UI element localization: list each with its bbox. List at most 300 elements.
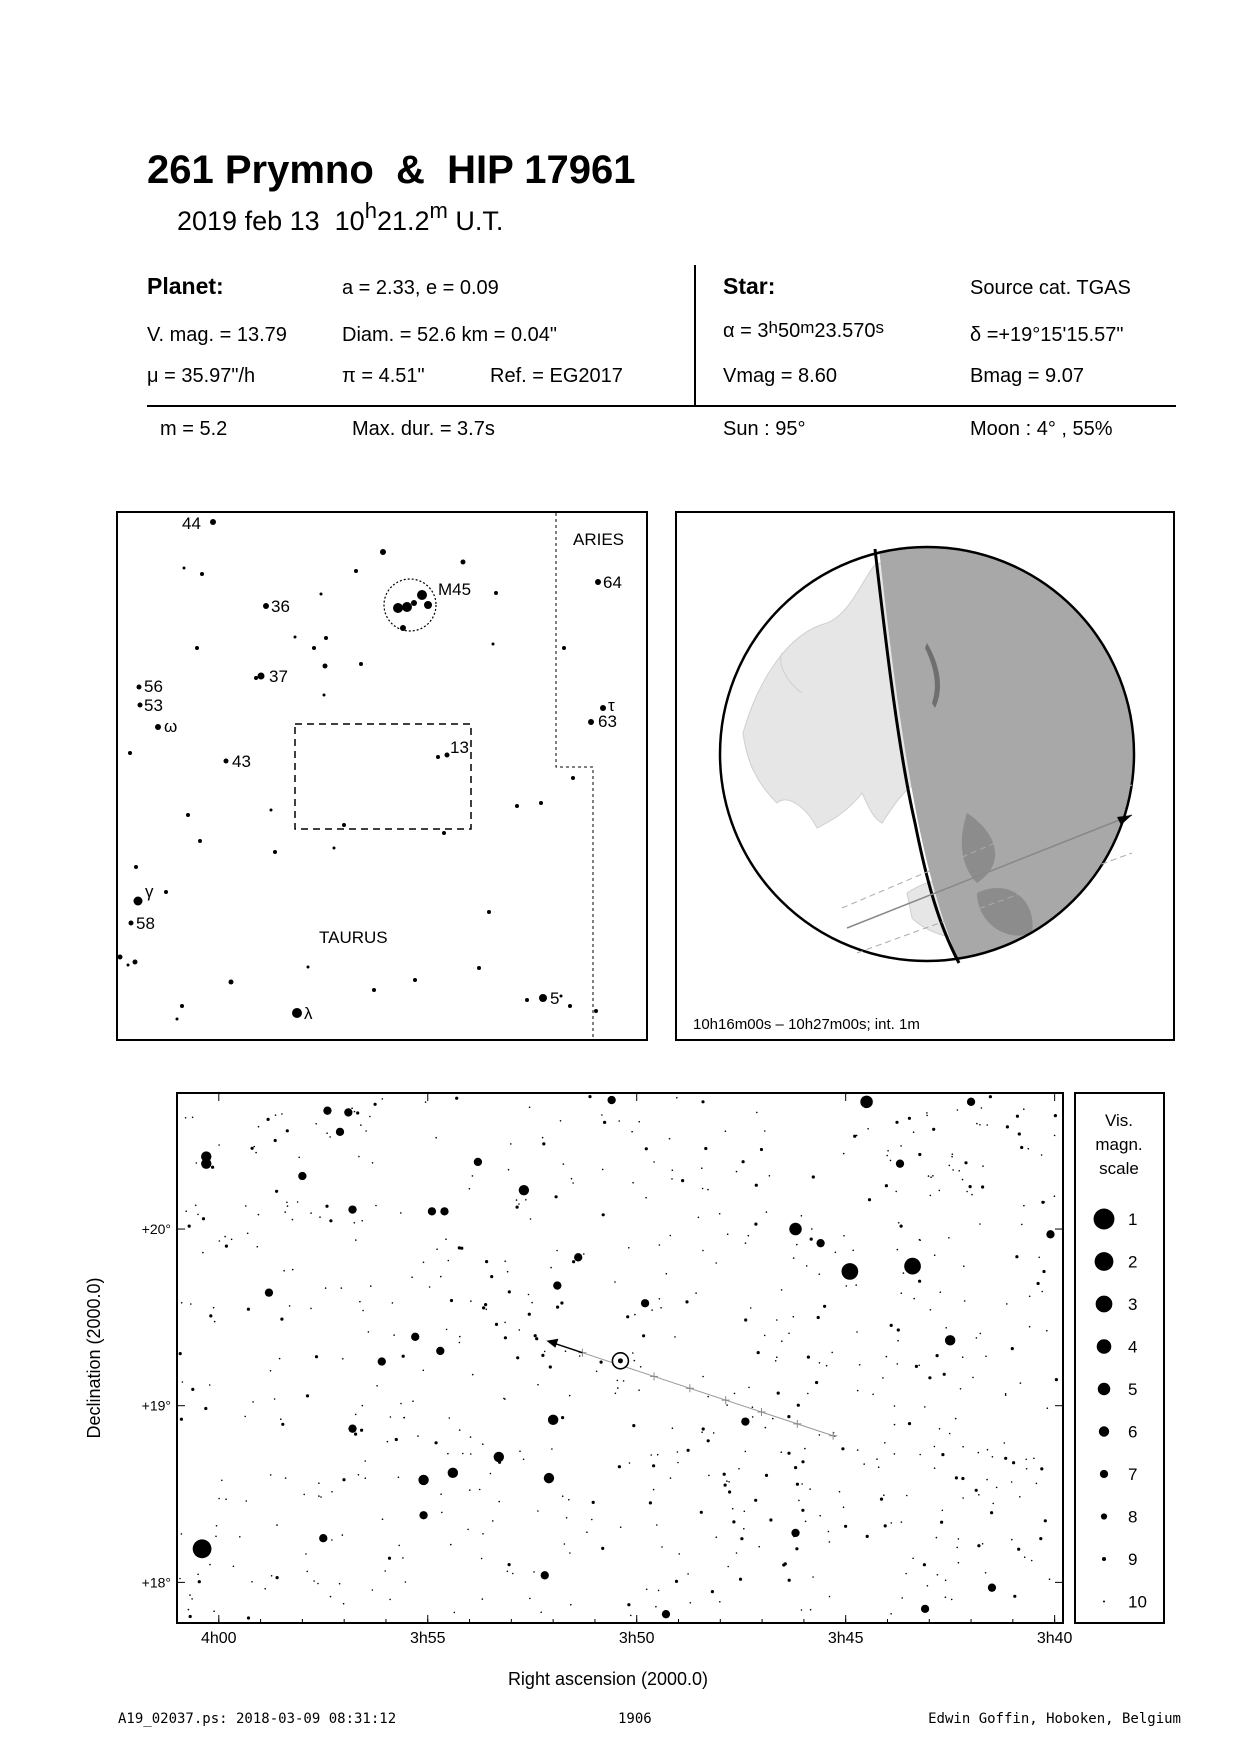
faint-star (267, 1118, 270, 1121)
ra-s-unit: s (875, 318, 885, 337)
faint-star (542, 1137, 544, 1139)
faint-star (365, 1477, 367, 1479)
sun-elongation: Sun : 95° (723, 418, 806, 440)
legend-label: 3 (1128, 1295, 1138, 1314)
faint-star (441, 1512, 443, 1514)
faint-star (885, 1184, 888, 1187)
chart-star (336, 1128, 344, 1136)
faint-star (704, 1147, 707, 1150)
faint-star (969, 1185, 972, 1188)
faint-star (646, 1589, 648, 1591)
faint-star (486, 1309, 488, 1311)
faint-star (192, 1117, 194, 1119)
faint-star (963, 1265, 965, 1267)
finder-star (323, 694, 326, 697)
faint-star (787, 1452, 790, 1455)
faint-star (372, 1162, 374, 1164)
faint-star (982, 1165, 984, 1167)
finder-star (324, 636, 328, 640)
faint-star (901, 1597, 903, 1599)
faint-star (807, 1393, 809, 1395)
faint-star (629, 1462, 631, 1464)
faint-star (398, 1545, 400, 1547)
faint-star (743, 1528, 745, 1530)
faint-star (631, 1131, 633, 1133)
faint-star (530, 1218, 532, 1220)
legend-title: magn. (1095, 1135, 1143, 1154)
finder-star (525, 998, 529, 1002)
faint-star (939, 1428, 941, 1430)
chart-star (323, 1107, 331, 1115)
faint-star (732, 1508, 734, 1510)
faint-star (666, 1273, 668, 1275)
faint-star (962, 1446, 964, 1448)
faint-star (810, 1609, 812, 1611)
faint-star (482, 1306, 485, 1309)
chart-star (548, 1415, 558, 1425)
faint-star (981, 1107, 983, 1109)
faint-star (634, 1314, 636, 1316)
finder-star (442, 831, 446, 835)
faint-star (1029, 1326, 1031, 1328)
faint-star (793, 1257, 795, 1259)
faint-star (936, 1537, 938, 1539)
faint-star (817, 1316, 820, 1319)
faint-star (940, 1291, 942, 1293)
faint-star (579, 1355, 581, 1357)
faint-star (351, 1107, 353, 1109)
faint-star (615, 1393, 617, 1395)
faint-star (649, 1501, 652, 1504)
faint-star (191, 1598, 193, 1600)
finder-star (127, 964, 130, 967)
faint-star (690, 1602, 692, 1604)
faint-star (541, 1354, 544, 1357)
finder-star (155, 724, 161, 730)
chart-star (319, 1534, 327, 1542)
faint-star (781, 1451, 783, 1453)
faint-star (425, 1101, 427, 1103)
faint-star (903, 1272, 905, 1274)
finder-star (539, 801, 543, 805)
faint-star (292, 1219, 294, 1221)
faint-star (707, 1396, 709, 1398)
faint-star (361, 1220, 363, 1222)
faint-star (742, 1160, 745, 1163)
faint-star (702, 1188, 704, 1190)
faint-star (393, 1334, 395, 1336)
finder-label: 53 (144, 696, 163, 715)
faint-star (188, 1225, 191, 1228)
y-axis-title: Declination (2000.0) (84, 1277, 104, 1439)
faint-star (945, 1596, 947, 1598)
faint-star (569, 1395, 571, 1397)
faint-star (985, 1356, 987, 1358)
faint-star (976, 1337, 978, 1339)
faint-star (1049, 1578, 1051, 1580)
faint-star (1054, 1195, 1056, 1197)
faint-star (592, 1501, 595, 1504)
faint-star (1018, 1132, 1021, 1135)
faint-star (1029, 1296, 1031, 1298)
faint-star (564, 1543, 566, 1545)
finder-star (562, 646, 566, 650)
faint-star (289, 1305, 291, 1307)
faint-star (498, 1501, 500, 1503)
faint-star (275, 1114, 277, 1116)
finder-star (186, 813, 190, 817)
faint-star (681, 1179, 684, 1182)
finder-star (372, 988, 376, 992)
faint-star (776, 1319, 778, 1321)
faint-star (985, 1572, 987, 1574)
planet-parallax: π = 4.51" (342, 365, 425, 387)
chart-star (607, 1096, 615, 1104)
faint-star (276, 1576, 279, 1579)
table-divider (694, 265, 696, 407)
faint-star (701, 1100, 704, 1103)
globe-caption: 10h16m00s – 10h27m00s; int. 1m (693, 1016, 920, 1033)
faint-star (819, 1362, 821, 1364)
faint-star (805, 1521, 807, 1523)
faint-star (602, 1213, 605, 1216)
chart-star (418, 1475, 428, 1485)
faint-star (196, 1162, 198, 1164)
constellation-taurus: TAURUS (319, 928, 388, 947)
chart-star (428, 1207, 436, 1215)
faint-star (360, 1124, 362, 1126)
faint-star (758, 1546, 760, 1548)
faint-star (891, 1522, 893, 1524)
faint-star (255, 1152, 257, 1154)
faint-star (764, 1130, 766, 1132)
faint-star (202, 1217, 205, 1220)
faint-star (897, 1363, 899, 1365)
star-source-catalog: Source cat. TGAS (970, 277, 1131, 299)
hour-unit: h (364, 198, 377, 223)
faint-star (400, 1212, 402, 1214)
faint-star (258, 1126, 260, 1128)
magnitude-drop: m = 5.2 (160, 418, 228, 440)
chart-star (519, 1185, 529, 1195)
finder-star (263, 603, 269, 609)
faint-star (754, 1223, 757, 1226)
finder-star (568, 1004, 572, 1008)
faint-star (341, 1287, 343, 1289)
faint-star (949, 1165, 951, 1167)
faint-star (744, 1318, 747, 1321)
chart-star (201, 1158, 211, 1168)
faint-star (876, 1458, 878, 1460)
finder-star (176, 1018, 179, 1021)
faint-star (286, 1129, 289, 1132)
faint-star (264, 1588, 266, 1590)
faint-star (1024, 1556, 1026, 1558)
faint-star (677, 1462, 679, 1464)
faint-star (645, 1197, 647, 1199)
faint-star (484, 1303, 487, 1306)
faint-star (566, 1517, 568, 1519)
faint-star (798, 1500, 800, 1502)
faint-star (572, 1260, 575, 1263)
faint-star (571, 1178, 573, 1180)
faint-star (807, 1356, 810, 1359)
faint-star (897, 1328, 900, 1331)
planet-reference: Ref. = EG2017 (490, 365, 623, 387)
faint-star (868, 1198, 871, 1201)
event-hour: 10 (334, 206, 365, 236)
faint-star (508, 1290, 511, 1293)
faint-star (246, 1500, 248, 1502)
faint-star (382, 1518, 384, 1520)
faint-star (372, 1589, 374, 1591)
faint-star (375, 1205, 377, 1207)
star-heading: Star: (723, 273, 776, 299)
faint-star (656, 1524, 658, 1526)
faint-star (485, 1260, 488, 1263)
faint-star (642, 1334, 645, 1337)
finder-star (320, 593, 323, 596)
faint-star (617, 1380, 619, 1382)
faint-star (1036, 1483, 1038, 1485)
faint-star (806, 1265, 808, 1267)
faint-star (364, 1460, 366, 1462)
faint-star (796, 1244, 798, 1246)
faint-star (209, 1384, 211, 1386)
faint-star (919, 1239, 921, 1241)
faint-star (659, 1298, 661, 1300)
chart-star (641, 1299, 649, 1307)
faint-star (939, 1190, 941, 1192)
faint-star (460, 1247, 463, 1250)
faint-star (952, 1153, 954, 1155)
faint-star (895, 1121, 898, 1124)
faint-star (191, 1388, 194, 1391)
faint-star (930, 1176, 932, 1178)
finder-star (411, 600, 417, 606)
faint-star (734, 1521, 736, 1523)
faint-star (331, 1539, 333, 1541)
faint-star (388, 1557, 391, 1560)
faint-star (329, 1136, 331, 1138)
finder-label: M45 (438, 580, 472, 599)
faint-star (221, 1480, 223, 1482)
faint-star (436, 1248, 438, 1250)
faint-star (470, 1300, 472, 1302)
faint-star (195, 1205, 197, 1207)
faint-star (882, 1377, 884, 1379)
chart-star (967, 1098, 975, 1106)
faint-star (537, 1384, 539, 1386)
faint-star (1004, 1442, 1006, 1444)
ra-minutes: 50 (777, 320, 801, 342)
faint-star (894, 1424, 896, 1426)
faint-star (634, 1360, 636, 1362)
event-minute: 21.2 (376, 206, 430, 236)
faint-star (716, 1536, 718, 1538)
faint-star (1040, 1467, 1043, 1470)
faint-star (908, 1117, 911, 1120)
faint-star (450, 1544, 452, 1546)
finder-label: τ (608, 696, 615, 715)
faint-star (472, 1374, 474, 1376)
faint-star (744, 1511, 746, 1513)
faint-star (900, 1145, 902, 1147)
faint-star (600, 1361, 603, 1364)
faint-star (620, 1526, 622, 1528)
faint-star (723, 1473, 726, 1476)
faint-star (772, 1418, 774, 1420)
faint-star (339, 1583, 341, 1585)
faint-star (310, 1212, 312, 1214)
chart-star (298, 1172, 306, 1180)
faint-star (492, 1520, 494, 1522)
faint-star (975, 1489, 978, 1492)
faint-star (675, 1580, 678, 1583)
faint-star (711, 1590, 714, 1593)
faint-star (274, 1139, 277, 1142)
finder-label: ω (164, 717, 178, 736)
faint-star (481, 1558, 483, 1560)
chart-star (741, 1417, 749, 1425)
faint-star (219, 1240, 221, 1242)
faint-star (588, 1095, 591, 1098)
finder-star (571, 776, 575, 780)
faint-star (627, 1603, 630, 1606)
faint-star (632, 1182, 634, 1184)
faint-star (368, 1331, 370, 1333)
finder-star (424, 601, 432, 609)
faint-star (765, 1474, 768, 1477)
faint-star (857, 1390, 859, 1392)
finder-star (436, 755, 440, 759)
legend-star (1096, 1296, 1113, 1313)
faint-star (561, 1416, 564, 1419)
faint-star (801, 1483, 803, 1485)
faint-star (1017, 1548, 1020, 1551)
faint-star (843, 1153, 845, 1155)
legend-star (1100, 1470, 1108, 1478)
faint-star (782, 1563, 785, 1566)
faint-star (454, 1612, 456, 1614)
legend-label: 1 (1128, 1210, 1138, 1229)
faint-star (957, 1109, 959, 1111)
faint-star (852, 1250, 854, 1252)
faint-star (964, 1161, 967, 1164)
faint-star (801, 1509, 804, 1512)
faint-star (638, 1121, 640, 1123)
faint-star (966, 1191, 968, 1193)
event-date: 2019 feb 13 (177, 206, 320, 236)
faint-star (529, 1107, 531, 1109)
faint-star (370, 1285, 372, 1287)
faint-star (504, 1260, 506, 1262)
faint-star (736, 1552, 738, 1554)
faint-star (740, 1537, 743, 1540)
faint-star (886, 1356, 888, 1358)
chart-star (411, 1333, 419, 1341)
faint-star (189, 1594, 191, 1596)
faint-star (560, 1120, 562, 1122)
minute-unit: m (429, 198, 448, 223)
faint-star (447, 1453, 449, 1455)
faint-star (459, 1429, 461, 1431)
faint-star (231, 1239, 233, 1241)
faint-star (894, 1453, 896, 1455)
faint-star (685, 1300, 688, 1303)
faint-star (793, 1316, 795, 1318)
faint-star (687, 1573, 689, 1575)
faint-star (556, 1250, 558, 1252)
faint-star (516, 1199, 518, 1201)
faint-star (572, 1182, 574, 1184)
faint-star (550, 1267, 552, 1269)
faint-star (726, 1480, 728, 1482)
faint-star (504, 1398, 506, 1400)
faint-star (342, 1478, 345, 1481)
faint-star (440, 1276, 442, 1278)
faint-star (423, 1370, 425, 1372)
faint-star (537, 1510, 539, 1512)
faint-star (843, 1506, 845, 1508)
faint-star (657, 1454, 659, 1456)
finder-star (183, 567, 186, 570)
faint-star (1041, 1154, 1043, 1156)
faint-star (978, 1452, 980, 1454)
time-suffix: U.T. (455, 206, 504, 236)
faint-star (831, 1352, 833, 1354)
faint-star (298, 1157, 300, 1159)
faint-star (841, 1447, 844, 1450)
finder-star (294, 636, 297, 639)
faint-star (945, 1327, 947, 1329)
faint-star (274, 1398, 276, 1400)
finder-label: 63 (598, 712, 617, 731)
faint-star (958, 1538, 960, 1540)
faint-star (469, 1188, 471, 1190)
finder-star (402, 602, 412, 612)
moon-info: Moon : 4° , 55% (970, 418, 1113, 440)
faint-star (398, 1477, 400, 1479)
faint-star (794, 1466, 797, 1469)
faint-star (653, 1489, 655, 1491)
faint-star (928, 1175, 930, 1177)
faint-star (601, 1114, 603, 1116)
faint-star (544, 1351, 546, 1353)
faint-star (715, 1262, 717, 1264)
faint-star (390, 1416, 392, 1418)
faint-star (739, 1578, 742, 1581)
faint-star (958, 1170, 960, 1172)
ra-m-unit: m (800, 318, 815, 337)
finder-star (413, 978, 417, 982)
chart-star (440, 1207, 448, 1215)
legend-label: 2 (1128, 1252, 1138, 1272)
chart-star (662, 1610, 670, 1618)
faint-star (287, 1205, 289, 1207)
faint-star (313, 1580, 315, 1582)
faint-star (884, 1442, 886, 1444)
faint-star (659, 1244, 661, 1246)
faint-star (928, 1376, 931, 1379)
faint-star (781, 1340, 783, 1342)
legend-label: 8 (1128, 1507, 1138, 1527)
faint-star (1006, 1125, 1009, 1128)
faint-star (448, 1260, 450, 1262)
faint-star (281, 1113, 283, 1115)
faint-star (765, 1427, 767, 1429)
faint-star (788, 1333, 790, 1335)
